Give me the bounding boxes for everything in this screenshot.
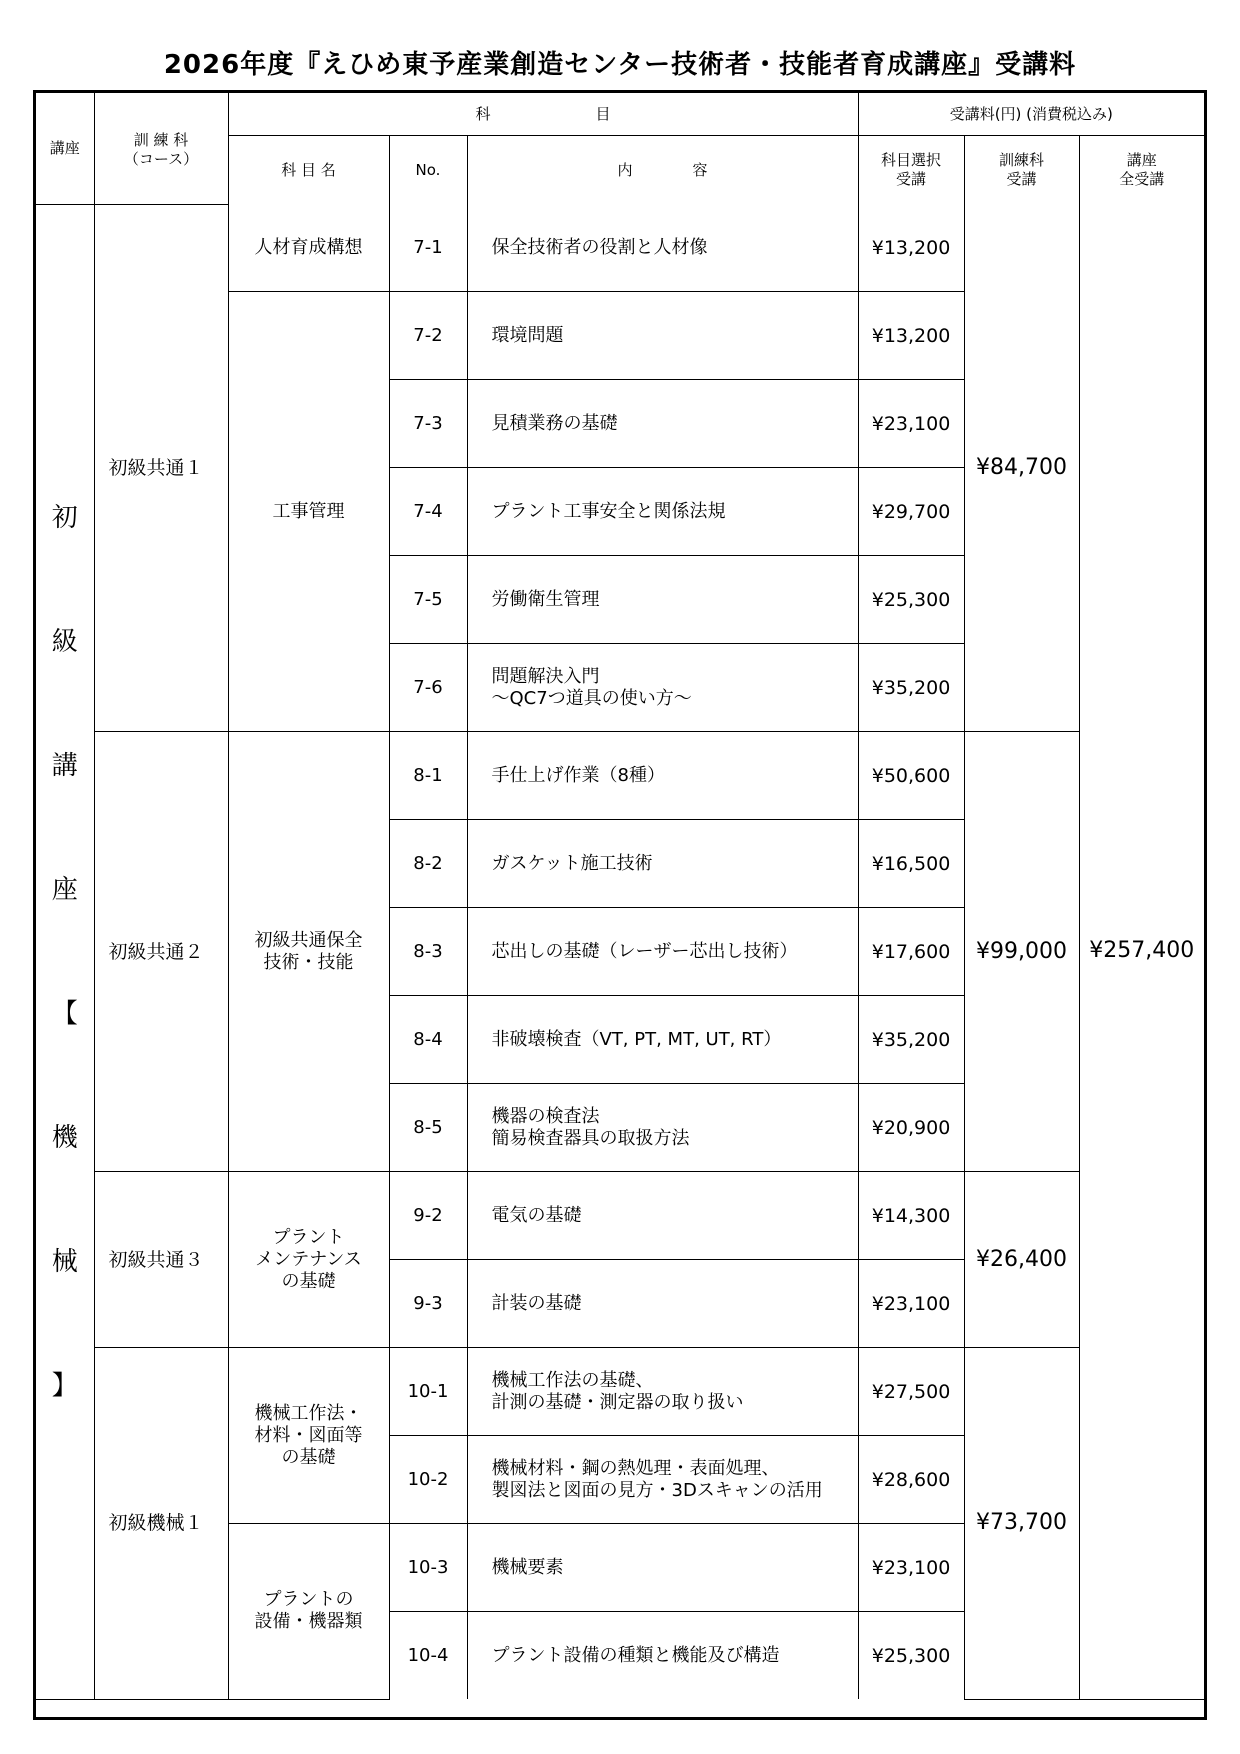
subject-no: 10-3 bbox=[389, 1524, 467, 1612]
subject-content: 機械要素 bbox=[467, 1524, 858, 1612]
subject-no: 7-5 bbox=[389, 556, 467, 644]
course-name: 初級共通３ bbox=[94, 1172, 228, 1348]
subject-name: 人材育成構想 bbox=[228, 204, 389, 292]
subject-no: 8-2 bbox=[389, 820, 467, 908]
subject-name: 初級共通保全 技術・技能 bbox=[228, 732, 389, 1172]
subject-content: 保全技術者の役割と人材像 bbox=[467, 204, 858, 292]
subject-no: 8-5 bbox=[389, 1084, 467, 1172]
subject-content: プラント工事安全と関係法規 bbox=[467, 468, 858, 556]
fee-subject: ¥23,100 bbox=[858, 1524, 964, 1612]
fee-table-frame bbox=[33, 90, 1207, 1720]
lecture-name-char: 【 bbox=[51, 998, 78, 1029]
lecture-name-char: 座 bbox=[51, 874, 78, 905]
subject-content: 機械材料・鋼の熱処理・表面処理、 製図法と図面の見方・3Dスキャンの活用 bbox=[467, 1436, 858, 1524]
course-name: 初級共通２ bbox=[94, 732, 228, 1172]
subject-content: 見積業務の基礎 bbox=[467, 380, 858, 468]
fee-subject: ¥35,200 bbox=[858, 996, 964, 1084]
subject-no: 9-2 bbox=[389, 1172, 467, 1260]
fee-subject: ¥17,600 bbox=[858, 908, 964, 996]
header-fee-subject: 科目選択 受講 bbox=[858, 136, 964, 205]
subject-content: 芯出しの基礎（レーザー芯出し技術） bbox=[467, 908, 858, 996]
subject-no: 7-6 bbox=[389, 644, 467, 732]
table-row bbox=[36, 1348, 1204, 1436]
fee-subject: ¥13,200 bbox=[858, 292, 964, 380]
subject-no: 8-1 bbox=[389, 732, 467, 820]
fee-lecture-total: ¥257,400 bbox=[1079, 204, 1204, 1699]
subject-no: 10-1 bbox=[389, 1348, 467, 1436]
lecture-name bbox=[36, 204, 94, 1699]
subject-content: 電気の基礎 bbox=[467, 1172, 858, 1260]
subject-content: 環境問題 bbox=[467, 292, 858, 380]
fee-table bbox=[36, 93, 1204, 1700]
fee-subject: ¥28,600 bbox=[858, 1436, 964, 1524]
page-title: 2026年度『えひめ東予産業創造センター技術者・技能者育成講座』受講料 bbox=[163, 50, 1077, 80]
fee-subject: ¥23,100 bbox=[858, 380, 964, 468]
table-row bbox=[36, 1172, 1204, 1260]
subject-content: 非破壊検査（VT, PT, MT, UT, RT） bbox=[467, 996, 858, 1084]
fee-subject: ¥27,500 bbox=[858, 1348, 964, 1436]
header-subjects: 科 目 bbox=[228, 93, 858, 136]
subject-no: 7-1 bbox=[389, 204, 467, 292]
fee-course-total: ¥84,700 bbox=[964, 204, 1079, 732]
subject-content: 機械工作法の基礎、 計測の基礎・測定器の取り扱い bbox=[467, 1348, 858, 1436]
fee-subject: ¥29,700 bbox=[858, 468, 964, 556]
lecture-name-char: 級 bbox=[51, 626, 78, 657]
table-body bbox=[36, 204, 1204, 1699]
course-name: 初級機械１ bbox=[94, 1348, 228, 1700]
subject-no: 7-3 bbox=[389, 380, 467, 468]
subject-no: 8-3 bbox=[389, 908, 467, 996]
lecture-name-char: 講 bbox=[51, 750, 78, 781]
fee-subject: ¥25,300 bbox=[858, 556, 964, 644]
subject-name: プラント メンテナンス の基礎 bbox=[228, 1172, 389, 1348]
subject-content: 計装の基礎 bbox=[467, 1260, 858, 1348]
header-subject-name: 科 目 名 bbox=[228, 136, 389, 205]
lecture-name-char: 】 bbox=[51, 1370, 78, 1401]
header-lecture: 講座 bbox=[36, 93, 94, 204]
subject-content: ガスケット施工技術 bbox=[467, 820, 858, 908]
course-name: 初級共通１ bbox=[94, 204, 228, 732]
table-header bbox=[36, 93, 1204, 204]
subject-no: 10-2 bbox=[389, 1436, 467, 1524]
subject-name: 工事管理 bbox=[228, 292, 389, 732]
fee-course-total: ¥73,700 bbox=[964, 1348, 1079, 1700]
header-course: 訓 練 科 （コース） bbox=[94, 93, 228, 204]
fee-course-total: ¥26,400 bbox=[964, 1172, 1079, 1348]
lecture-name-char: 初 bbox=[51, 502, 78, 533]
fee-course-total: ¥99,000 bbox=[964, 732, 1079, 1172]
table-row bbox=[36, 732, 1204, 820]
fee-subject: ¥20,900 bbox=[858, 1084, 964, 1172]
header-fee-group: 受講料(円) (消費税込み) bbox=[858, 93, 1204, 136]
header-fee-lecture: 講座 全受講 bbox=[1079, 136, 1204, 205]
subject-no: 8-4 bbox=[389, 996, 467, 1084]
fee-subject: ¥23,100 bbox=[858, 1260, 964, 1348]
subject-name: 機械工作法・ 材料・図面等 の基礎 bbox=[228, 1348, 389, 1524]
subject-content: 機器の検査法 簡易検査器具の取扱方法 bbox=[467, 1084, 858, 1172]
header-content: 内 容 bbox=[467, 136, 858, 205]
fee-subject: ¥14,300 bbox=[858, 1172, 964, 1260]
fee-subject: ¥35,200 bbox=[858, 644, 964, 732]
fee-subject: ¥50,600 bbox=[858, 732, 964, 820]
subject-no: 9-3 bbox=[389, 1260, 467, 1348]
fee-subject: ¥16,500 bbox=[858, 820, 964, 908]
subject-no: 7-4 bbox=[389, 468, 467, 556]
subject-no: 7-2 bbox=[389, 292, 467, 380]
subject-name: プラントの 設備・機器類 bbox=[228, 1524, 389, 1700]
subject-no: 10-4 bbox=[389, 1612, 467, 1700]
header-fee-course: 訓練科 受講 bbox=[964, 136, 1079, 205]
table-row bbox=[36, 204, 1204, 292]
subject-content: プラント設備の種類と機能及び構造 bbox=[467, 1612, 858, 1700]
header-no: No. bbox=[389, 136, 467, 205]
lecture-name-char: 械 bbox=[51, 1246, 78, 1277]
subject-content: 手仕上げ作業（8種） bbox=[467, 732, 858, 820]
subject-content: 労働衛生管理 bbox=[467, 556, 858, 644]
lecture-name-char: 機 bbox=[51, 1122, 78, 1153]
fee-subject: ¥25,300 bbox=[858, 1612, 964, 1700]
fee-subject: ¥13,200 bbox=[858, 204, 964, 292]
subject-content: 問題解決入門 ～QC7つ道具の使い方～ bbox=[467, 644, 858, 732]
